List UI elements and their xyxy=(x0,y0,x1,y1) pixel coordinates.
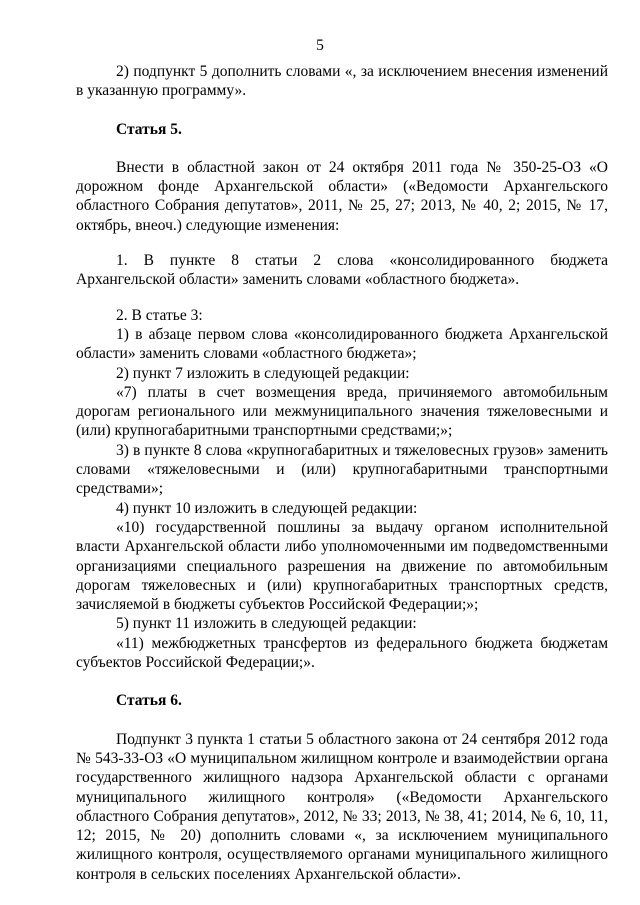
document-body xyxy=(76,62,608,884)
paragraph-item-1: 1. В пункте 8 статьи 2 слова «консолидированного бюджета Архангельской области» заменить словами «областного бюджета». xyxy=(76,252,608,289)
paragraph-subitem-2: 2) пункт 7 изложить в следующей редакции: xyxy=(116,364,410,382)
page-number: 5 xyxy=(316,37,324,54)
paragraph-subitem-5b: 5) пункт 11 изложить в следующей редакции: xyxy=(116,615,417,633)
paragraph-item-2: 2. В статье 3: xyxy=(116,306,203,324)
paragraph-quote-7: «7) платы в счет возмещения вреда, причиняемого автомобильным дорогам регионального или межмуниципального значения тяжеловесными и (или) крупногабаритными транспортными средствами;»; xyxy=(76,383,608,440)
paragraph-subitem-5: 2) подпункт 5 дополнить словами «, за исключением внесения изменений в указанную программу». xyxy=(76,63,608,100)
paragraph-subitem-4: 4) пункт 10 изложить в следующей редакции: xyxy=(116,499,418,517)
heading-article-6: Статья 6. xyxy=(116,692,182,710)
paragraph-article-6-body: Подпункт 3 пункта 1 статьи 5 областного закона от 24 сентября 2012 года № 543-33-ОЗ «О муниципальном жилищном контроле и взаимодействии органа государственного жилищного надзора Архангельской области с органами муниципального жилищного контроля» («Ведомости Архангельского областного Собрания депутатов», 2012, № 33; 2013, № 38, 41; 2014, № 6, 10, 11, 12; 2015, № 20) дополнить словами «, за исключением муниципального жилищного контроля, осуществляемого органами муниципального жилищного контроля в сельских поселениях Архангельской области». xyxy=(76,730,608,883)
paragraph-quote-10: «10) государственной пошлины за выдачу органом исполнительной власти Архангельской области либо уполномоченными им подведомственными организациями специального разрешения на движение по автомобильным дорогам тяжеловесных и (или) крупногабаритных транспортных средств, зачисляемой в бюджеты субъектов Российской Федерации;»; xyxy=(76,518,608,614)
paragraph-quote-11: «11) межбюджетных трансфертов из федерального бюджета бюджетам субъектов Российской Федерации;». xyxy=(76,634,608,672)
paragraph-article-5-intro: Внести в областной закон от 24 октября 2011 года № 350-25-ОЗ «О дорожном фонде Архангельской области» («Ведомости Архангельского областного Собрания депутатов», 2011, № 25, 27; 2013, № 40, 2; 2015, № 17, октябрь, внеоч.) следующие изменения: xyxy=(76,158,608,234)
paragraph-subitem-3: 3) в пункте 8 слова «крупногабаритных и тяжеловесных грузов» заменить словами «тяжеловесными и (или) крупногабаритными транспортными средствами»; xyxy=(76,441,608,498)
paragraph-subitem-1: 1) в абзаце первом слова «консолидированного бюджета Архангельской области» заменить словами «областного бюджета»; xyxy=(76,325,608,363)
heading-article-5: Статья 5. xyxy=(116,120,182,138)
